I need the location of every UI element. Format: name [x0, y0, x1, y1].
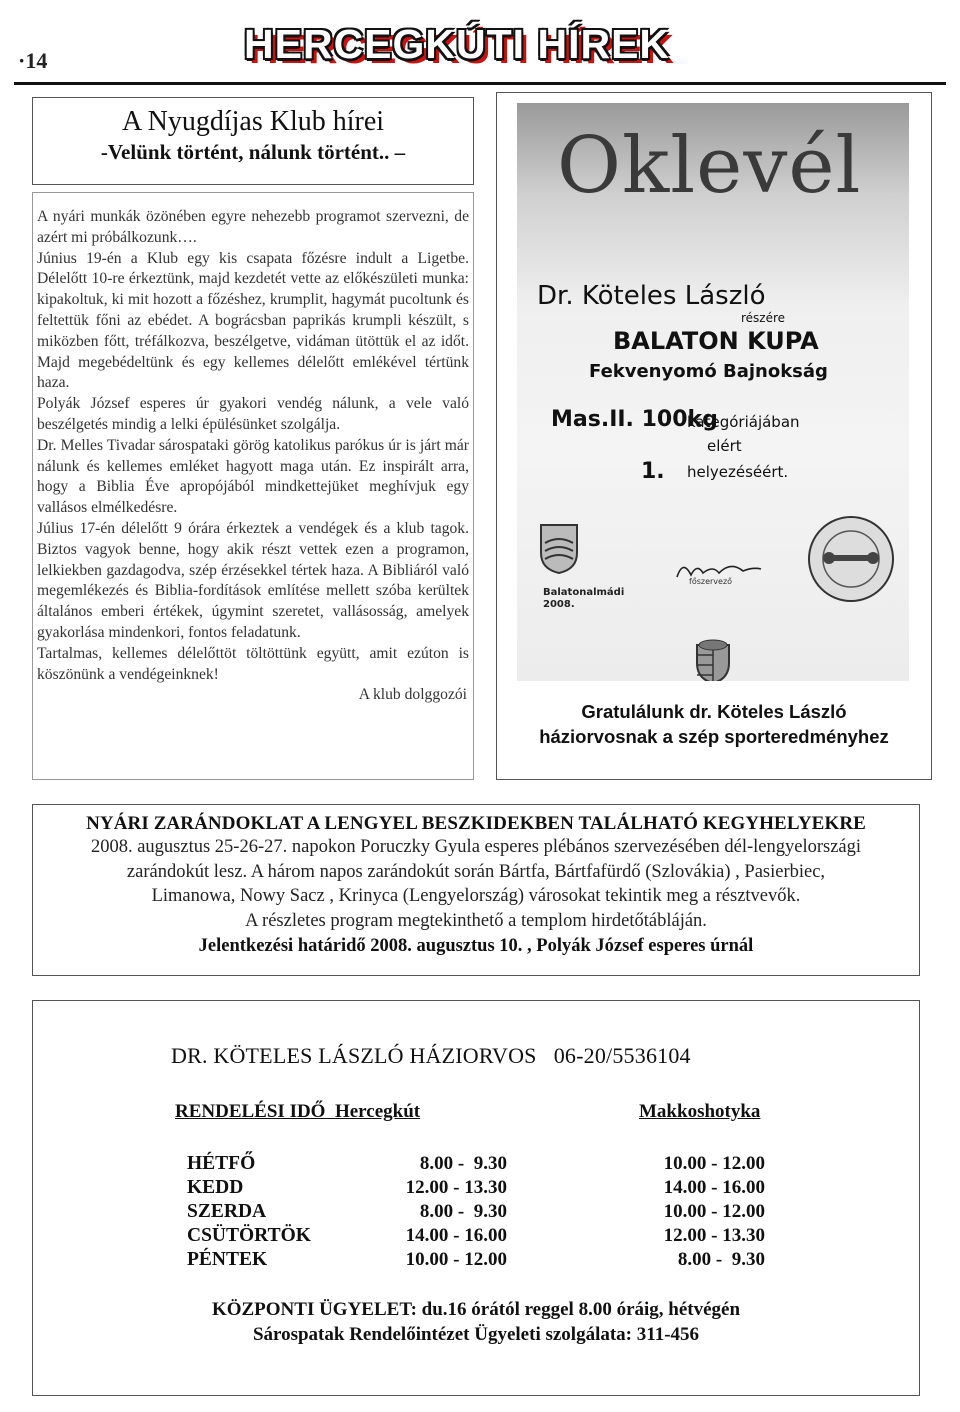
club-title-box [32, 97, 474, 185]
emergency-info [33, 1297, 919, 1347]
congratulation-caption [497, 699, 931, 749]
congratulation-line-2: háziorvosnak a szép sporteredményhez [539, 726, 889, 747]
pilgrimage-line: A részletes program megtekinthető a templom hirdetőtábláján. [245, 910, 707, 931]
pilgrimage-line: zarándokút lesz. A három napos zarándokút során Bártfa, Bártfafürdő (Szlovákia) , Pasierbiec, [126, 861, 826, 882]
club-title: A Nyugdíjas Klub hírei [121, 106, 385, 137]
schedule-day: KEDD [187, 1177, 244, 1198]
club-article-body [37, 207, 469, 706]
masthead: HERCEGKÚTI HÍREK [244, 21, 671, 67]
diploma-signer-role: főszervező [689, 577, 733, 586]
congratulation-line-1: Gratulálunk dr. Köteles László [581, 701, 847, 722]
schedule-hours-makkoshotyka: 14.00 - 16.00 [663, 1177, 765, 1198]
club-paragraph: Polyák József esperes úr gyakori vendég nálunk, a vele való beszélgetés mindig a lelki épülésünket szolgálja. [37, 395, 469, 433]
diploma-heading: Oklevél [557, 121, 862, 211]
diploma-elert: elért [707, 437, 742, 455]
schedule-day: HÉTFŐ [187, 1153, 256, 1174]
schedule-day: CSÜTÖRTÖK [187, 1225, 311, 1246]
diploma-image [517, 103, 909, 681]
header-divider [14, 82, 946, 85]
diploma-box [496, 92, 932, 780]
office-hours-label: RENDELÉSI IDŐ Hercegkút [175, 1101, 421, 1122]
club-paragraph: Június 19-én a Klub egy kis csapata főzésre indult a Ligetbe. Délelőtt 10-re érkeztünk, majd kezdetét vette az előkészületi munka: kipakoltuk, ki mit hozott a főzéshez, krumplit, hagymát pucoltunk és feltettük főni az ebédet. A bográcsban paprikás krumpli készült, s miközben főtt, tréfálkozva, beszélgetve, vidáman ütöttük el az időt. Majd megebédeltünk és egy kellemes délelőtt emlékével tértünk haza. [37, 249, 469, 392]
club-signature: A klub dolggozói [358, 686, 467, 704]
schedule-hours-hercegkut: 10.00 - 12.00 [405, 1249, 507, 1270]
diploma-town-text: Balatonalmádi 2008. [543, 587, 625, 610]
diploma-town [543, 587, 624, 611]
schedule-hours-hercegkut: 8.00 - 9.30 [419, 1153, 507, 1174]
schedule-day: PÉNTEK [187, 1249, 268, 1270]
schedule-hours-hercegkut: 12.00 - 13.30 [405, 1177, 507, 1198]
pilgrimage-line: 2008. augusztus 25-26-27. napokon Poruczky Gyula esperes plébános szervezésében dél-lengyelországi [90, 837, 862, 857]
schedule-hours-makkoshotyka: 8.00 - 9.30 [677, 1249, 765, 1270]
diploma-category-text: kategóriájában [687, 413, 800, 431]
schedule-hours-makkoshotyka: 10.00 - 12.00 [663, 1201, 765, 1222]
club-paragraph: Tartalmas, kellemes délelőttöt töltöttünk együtt, amit ezúton is köszönünk a vendégeinknek! [37, 644, 469, 683]
location-2-label: Makkoshotyka [639, 1101, 761, 1122]
page-number: ·14 [18, 48, 48, 73]
diploma-category: Mas.II. 100kg [551, 407, 718, 432]
club-paragraph: Dr. Melles Tivadar sárospataki görög katolikus parókus úr is járt már nálunk és kellemes emléket hagyott maga után. Ez inspirált arra, hogy a Biblia Éve apropójából mindkettejüket meghívjuk egy vallásos elmélkedésre. [37, 436, 469, 517]
doctor-title: DR. KÖTELES LÁSZLÓ HÁZIORVOS 06-20/5536104 [171, 1043, 691, 1068]
emergency-line-1: KÖZPONTI ÜGYELET: du.16 órától reggel 8.00 óráig, hétvégén [211, 1299, 741, 1320]
schedule-hours-hercegkut: 14.00 - 16.00 [405, 1225, 507, 1246]
schedule-hours-hercegkut: 8.00 - 9.30 [419, 1201, 507, 1222]
diploma-place: 1. [641, 459, 665, 484]
diploma-reszere: részére [741, 311, 786, 325]
association-seal-icon [805, 513, 897, 605]
schedule-day: SZERDA [187, 1201, 267, 1222]
page-number-value: 14 [25, 48, 48, 73]
club-paragraph: A nyári munkák özönében egyre nehezebb programot szervezni, de azért mi próbálkozunk…. [37, 208, 469, 246]
diploma-championship: Fekvenyomó Bajnokság [589, 361, 828, 382]
schedule-hours-makkoshotyka: 10.00 - 12.00 [663, 1153, 765, 1174]
hungarian-crest-icon [687, 639, 739, 681]
pilgrimage-title: NYÁRI ZARÁNDOKLAT A LENGYEL BESZKIDEKBEN TALÁLHATÓ KEGYHELYEKRE [86, 813, 866, 834]
club-subtitle: -Velünk történt, nálunk történt.. – [100, 140, 406, 164]
diploma-cup: BALATON KUPA [613, 327, 819, 355]
pilgrimage-line: Limanowa, Nowy Sacz , Krinyca (Lengyelország) városokat tekintik meg a résztvevők. [151, 886, 801, 906]
schedule-hours-makkoshotyka: 12.00 - 13.30 [663, 1225, 765, 1246]
diploma-place-text: helyezéséért. [687, 463, 789, 481]
emergency-line-2: Sárospatak Rendelőintézet Ügyeleti szolgálata: 311-456 [252, 1324, 700, 1345]
pilgrimage-notice-box [32, 804, 920, 976]
pilgrimage-deadline: Jelentkezési határidő 2008. augusztus 10. , Polyák József esperes úrnál [198, 936, 754, 956]
town-coat-of-arms-icon [539, 523, 579, 575]
club-article-box [32, 192, 474, 780]
doctor-hours-box [32, 1000, 920, 1396]
diploma-name: Dr. Köteles László [537, 281, 766, 311]
club-paragraph: Július 17-én délelőtt 9 órára érkeztek a vendégek és a klub tagok. Biztos vagyok benne, hogy akik részt vettek ezen a programon, lelkiekben gazdagodva, szép érzésekkel tértek haza. A Bibliáról való megemlékezés és Biblia-fordítások említése mellett szóba kerültek általános emberi értékek, úgymint szeretet, vallásosság, amelyek gyakorlása mindenkori, fontos feladatunk. [37, 519, 469, 641]
